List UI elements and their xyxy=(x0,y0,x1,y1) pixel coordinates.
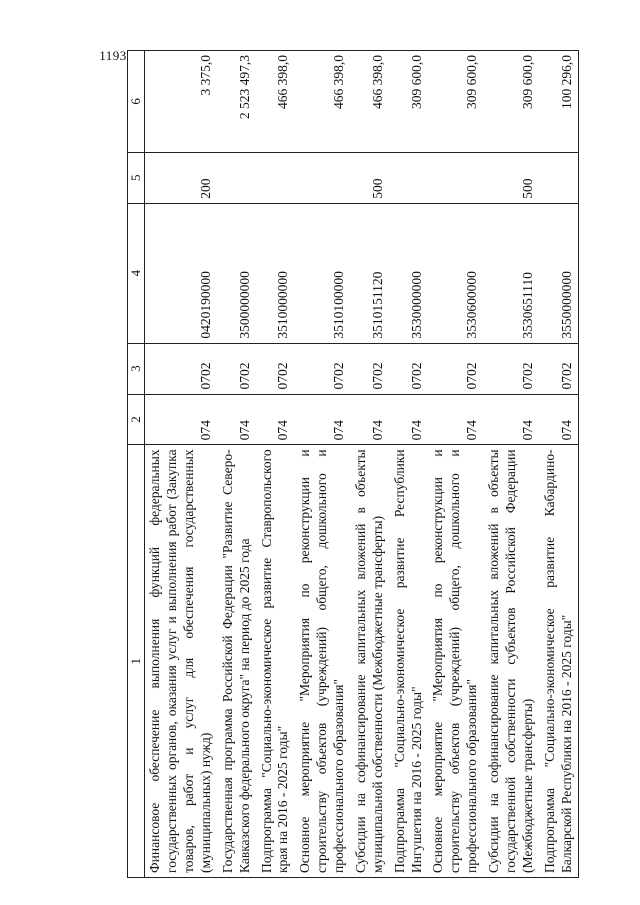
row-name: Основное мероприятие "Мероприятия по реконструкции и строительству объектов (учреждений) общего, дошкольного и профессионального образования" xyxy=(428,445,484,878)
row-rz: 0702 xyxy=(351,343,390,394)
row-csr: 3510151120 xyxy=(351,203,390,343)
row-name: Субсидии на софинансирование капитальных вложений в объекты муниципальной собственности (Межбюджетные трансферты) xyxy=(351,445,390,878)
row-amount: 466 398,0 xyxy=(257,51,296,153)
header-col-3: 3 xyxy=(128,343,145,394)
row-csr: 3530600000 xyxy=(428,203,484,343)
row-rz: 0702 xyxy=(540,343,579,394)
row-gr: 074 xyxy=(145,394,218,445)
table-header xyxy=(128,51,145,878)
row-csr: 0420190000 xyxy=(145,203,218,343)
row-rz: 0702 xyxy=(257,343,296,394)
row-amount: 100 296,0 xyxy=(540,51,579,153)
table-row xyxy=(390,51,429,878)
row-rz: 0702 xyxy=(145,343,218,394)
row-rz: 0702 xyxy=(218,343,257,394)
row-gr: 074 xyxy=(390,394,429,445)
header-col-6: 6 xyxy=(128,51,145,153)
row-rz: 0702 xyxy=(484,343,540,394)
row-amount: 309 600,0 xyxy=(390,51,429,153)
header-col-5: 5 xyxy=(128,152,145,203)
row-csr: 3500000000 xyxy=(218,203,257,343)
row-name: Финансовое обеспечение выполнения функций федеральных государственных органов, оказания услуг и выполнения работ (Закупка товаров, работ и услуг для обеспечения государственных (муниципальных) нужд) xyxy=(145,445,218,878)
row-gr: 074 xyxy=(295,394,351,445)
table-row xyxy=(484,51,540,878)
row-rz: 0702 xyxy=(428,343,484,394)
row-amount: 466 398,0 xyxy=(351,51,390,153)
row-vr: 500 xyxy=(484,152,540,203)
table-row xyxy=(145,51,218,878)
row-vr xyxy=(390,152,429,203)
header-col-1: 1 xyxy=(128,445,145,878)
row-amount: 309 600,0 xyxy=(428,51,484,153)
row-gr: 074 xyxy=(257,394,296,445)
table-row xyxy=(218,51,257,878)
row-gr: 074 xyxy=(540,394,579,445)
row-gr: 074 xyxy=(428,394,484,445)
row-vr xyxy=(540,152,579,203)
table-row xyxy=(257,51,296,878)
row-gr: 074 xyxy=(351,394,390,445)
row-name: Субсидии на софинансирование капитальных вложений в объекты государственной собственности субъектов Российской Федерации (Межбюджетные трансферты) xyxy=(484,445,540,878)
row-gr: 074 xyxy=(484,394,540,445)
budget-table xyxy=(127,50,579,878)
row-rz: 0702 xyxy=(390,343,429,394)
row-name: Подпрограмма "Социально-экономическое развитие Ставропольского края на 2016 - 2025 годы" xyxy=(257,445,296,878)
row-gr: 074 xyxy=(218,394,257,445)
row-vr xyxy=(428,152,484,203)
row-csr: 3510000000 xyxy=(257,203,296,343)
row-csr: 3530000000 xyxy=(390,203,429,343)
header-col-2: 2 xyxy=(128,394,145,445)
row-amount: 3 375,0 xyxy=(145,51,218,153)
row-vr: 500 xyxy=(351,152,390,203)
row-vr xyxy=(257,152,296,203)
table-row xyxy=(428,51,484,878)
table-row xyxy=(351,51,390,878)
header-col-4: 4 xyxy=(128,203,145,343)
row-csr: 3510100000 xyxy=(295,203,351,343)
row-csr: 3550000000 xyxy=(540,203,579,343)
table-row xyxy=(295,51,351,878)
row-name: Подпрограмма "Социально-экономическое развитие Кабардино-Балкарской Республики на 2016 - 2025 годы" xyxy=(540,445,579,878)
table-body xyxy=(145,51,579,878)
row-name: Подпрограмма "Социально-экономическое развитие Республики Ингушетия на 2016 - 2025 годы" xyxy=(390,445,429,878)
row-amount: 309 600,0 xyxy=(484,51,540,153)
row-vr: 200 xyxy=(145,152,218,203)
rotated-content xyxy=(40,48,600,890)
row-vr xyxy=(295,152,351,203)
row-csr: 3530651110 xyxy=(484,203,540,343)
page-number: 1193 xyxy=(99,48,127,64)
table-row xyxy=(540,51,579,878)
row-vr xyxy=(218,152,257,203)
row-amount: 2 523 497,3 xyxy=(218,51,257,153)
row-amount: 466 398,0 xyxy=(295,51,351,153)
row-name: Основное мероприятие "Мероприятия по реконструкции и строительству объектов (учреждений) общего, дошкольного и профессионального образования" xyxy=(295,445,351,878)
row-name: Государственная программа Российской Федерации "Развитие Северо-Кавказского федерального округа" на период до 2025 года xyxy=(218,445,257,878)
row-rz: 0702 xyxy=(295,343,351,394)
